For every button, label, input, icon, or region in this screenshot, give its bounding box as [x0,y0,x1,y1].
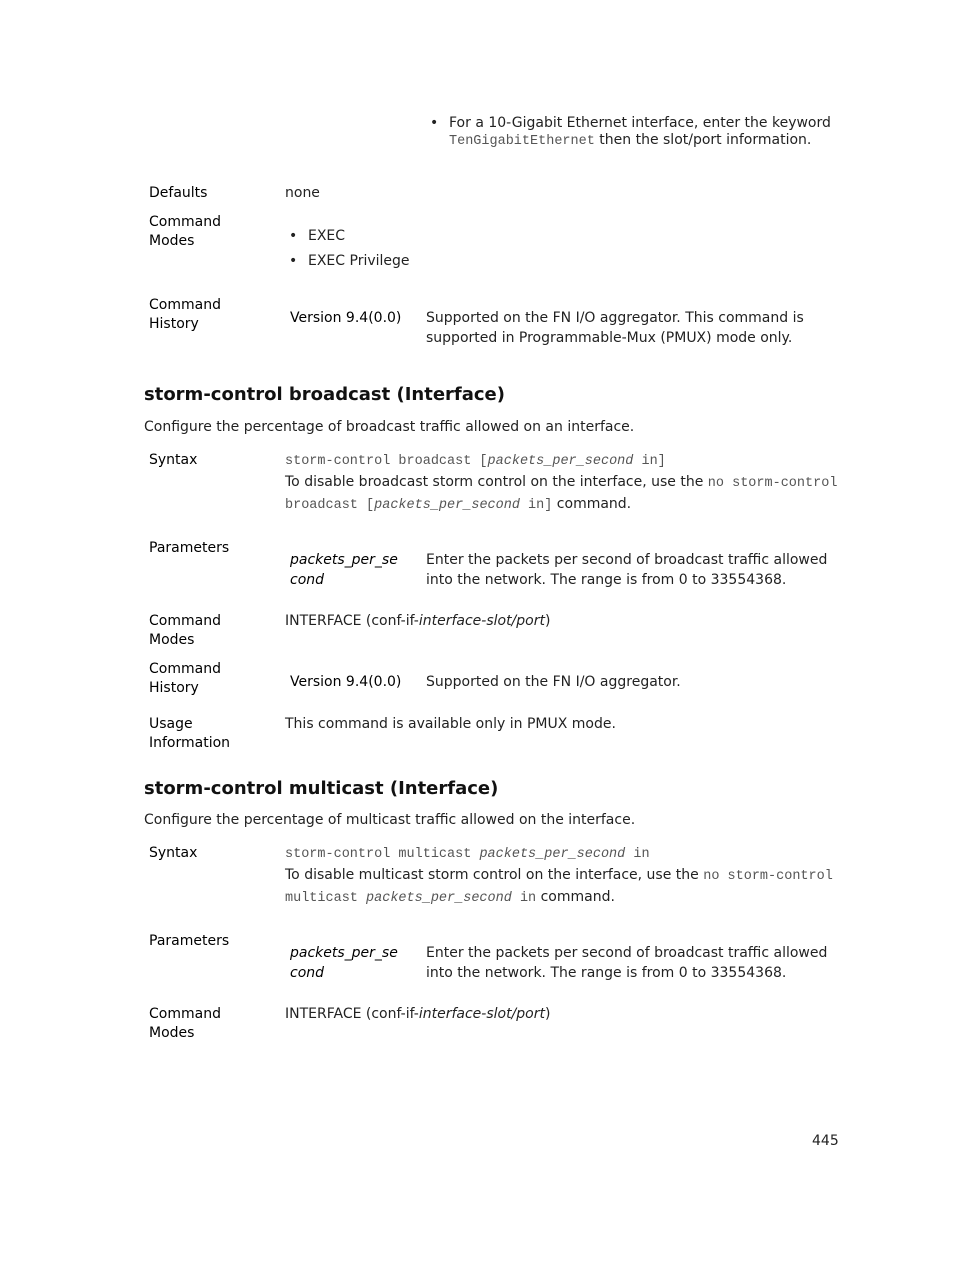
mode-item [289,226,346,246]
usage-text: This command is available only in PMUX mode. [285,716,616,732]
code-text: in [625,847,650,862]
keyword-code: TenGigabitEthernet [449,134,595,149]
plain-text: command. [536,889,615,905]
plain-text: To disable broadcast storm control on the interface, use the [285,474,704,490]
label-line: Command [149,613,221,629]
syntax-label: Syntax [149,452,198,468]
parameters-label: Parameters [149,540,230,556]
plain-text: INTERFACE (conf-if- [285,613,419,629]
label-line: Command [149,214,221,230]
disable-line-1 [285,865,845,887]
plain-text: ) [544,1006,551,1022]
defaults-label: Defaults [149,185,208,201]
section-description: Configure the percentage of multicast traffic allowed on the interface. [144,812,636,828]
code-param: packets_per_second [487,454,634,469]
plain-text: command. [552,496,632,512]
bullet-line-2-rest: then the slot/port information. [599,132,812,148]
label-line: Information [149,735,231,751]
section-description: Configure the percentage of broadcast traffic allowed on an interface. [144,419,635,435]
param-line: cond [290,965,325,981]
italic-text: interface-slot/port [418,613,545,629]
command-modes-value [285,1004,550,1024]
code-text: in [511,891,537,906]
parameter-description [426,943,846,983]
syntax-command [285,450,666,472]
history-version: Version 9.4(0.0) [290,310,402,326]
history-description [426,308,846,348]
code-text: broadcast [ [285,498,375,513]
parameter-description [426,550,846,590]
label-line: History [149,316,199,332]
history-description: Supported on the FN I/O aggregator. [426,674,681,690]
command-history-label [149,296,221,334]
syntax-command [285,843,650,865]
param-line: cond [290,572,325,588]
bullet-icon: • [289,228,298,244]
italic-text: interface-slot/port [418,1006,545,1022]
syntax-disable-text [285,865,845,909]
bullet-icon: • [430,115,439,131]
desc-line: into the network. The range is from 0 to 33554368. [426,965,787,981]
mode-text: EXEC Privilege [308,253,410,269]
label-line: Command [149,661,221,677]
syntax-disable-text [285,472,845,516]
disable-line-1 [285,472,845,494]
param-line: packets_per_se [290,552,398,568]
desc-line: Enter the packets per second of broadcast traffic allowed [426,552,828,568]
keyword-bullet [430,113,849,152]
code-param: packets_per_second [479,847,626,862]
code-text: no storm-control [703,869,833,884]
parameter-name [290,550,398,590]
bullet-icon: • [289,253,298,269]
bullet-line-2 [449,130,849,152]
label-line: History [149,680,199,696]
code-param: packets_per_second [374,498,520,513]
syntax-label: Syntax [149,845,198,861]
history-version: Version 9.4(0.0) [290,674,402,690]
code-text: in] [633,454,666,469]
plain-text: ) [544,613,551,629]
parameters-label: Parameters [149,933,230,949]
desc-line: Supported on the FN I/O aggregator. This command is [426,310,804,326]
code-text: storm-control multicast [285,847,480,862]
mode-text: EXEC [308,228,346,244]
label-line: Usage [149,716,193,732]
label-line: Modes [149,632,195,648]
command-modes-label [149,612,221,650]
code-text: multicast [285,891,367,906]
label-line: Command [149,1006,221,1022]
command-modes-label [149,1005,221,1043]
command-modes-label [149,213,221,251]
page-number: 445 [812,1133,839,1149]
desc-line: Enter the packets per second of broadcast traffic allowed [426,945,828,961]
desc-line: supported in Programmable-Mux (PMUX) mode only. [426,330,793,346]
defaults-value: none [285,185,320,201]
plain-text: To disable multicast storm control on the interface, use the [285,867,699,883]
usage-label [149,715,230,753]
desc-line: into the network. The range is from 0 to 33554368. [426,572,787,588]
mode-item [289,251,410,271]
param-line: packets_per_se [290,945,398,961]
command-history-label [149,660,221,698]
label-line: Modes [149,1025,195,1041]
disable-line-2 [285,494,845,516]
section-title-multicast: storm-control multicast (Interface) [144,778,499,799]
disable-line-2 [285,887,845,909]
parameter-name [290,943,398,983]
bullet-line-1: For a 10-Gigabit Ethernet interface, enter the keyword [449,115,831,131]
plain-text: INTERFACE (conf-if- [285,1006,419,1022]
code-text: storm-control broadcast [ [285,454,488,469]
label-line: Command [149,297,221,313]
code-param: packets_per_second [366,891,512,906]
section-title-broadcast: storm-control broadcast (Interface) [144,384,505,405]
command-modes-value [285,611,550,631]
label-line: Modes [149,233,195,249]
code-text: in] [519,498,553,513]
code-text: no storm-control [707,476,838,491]
